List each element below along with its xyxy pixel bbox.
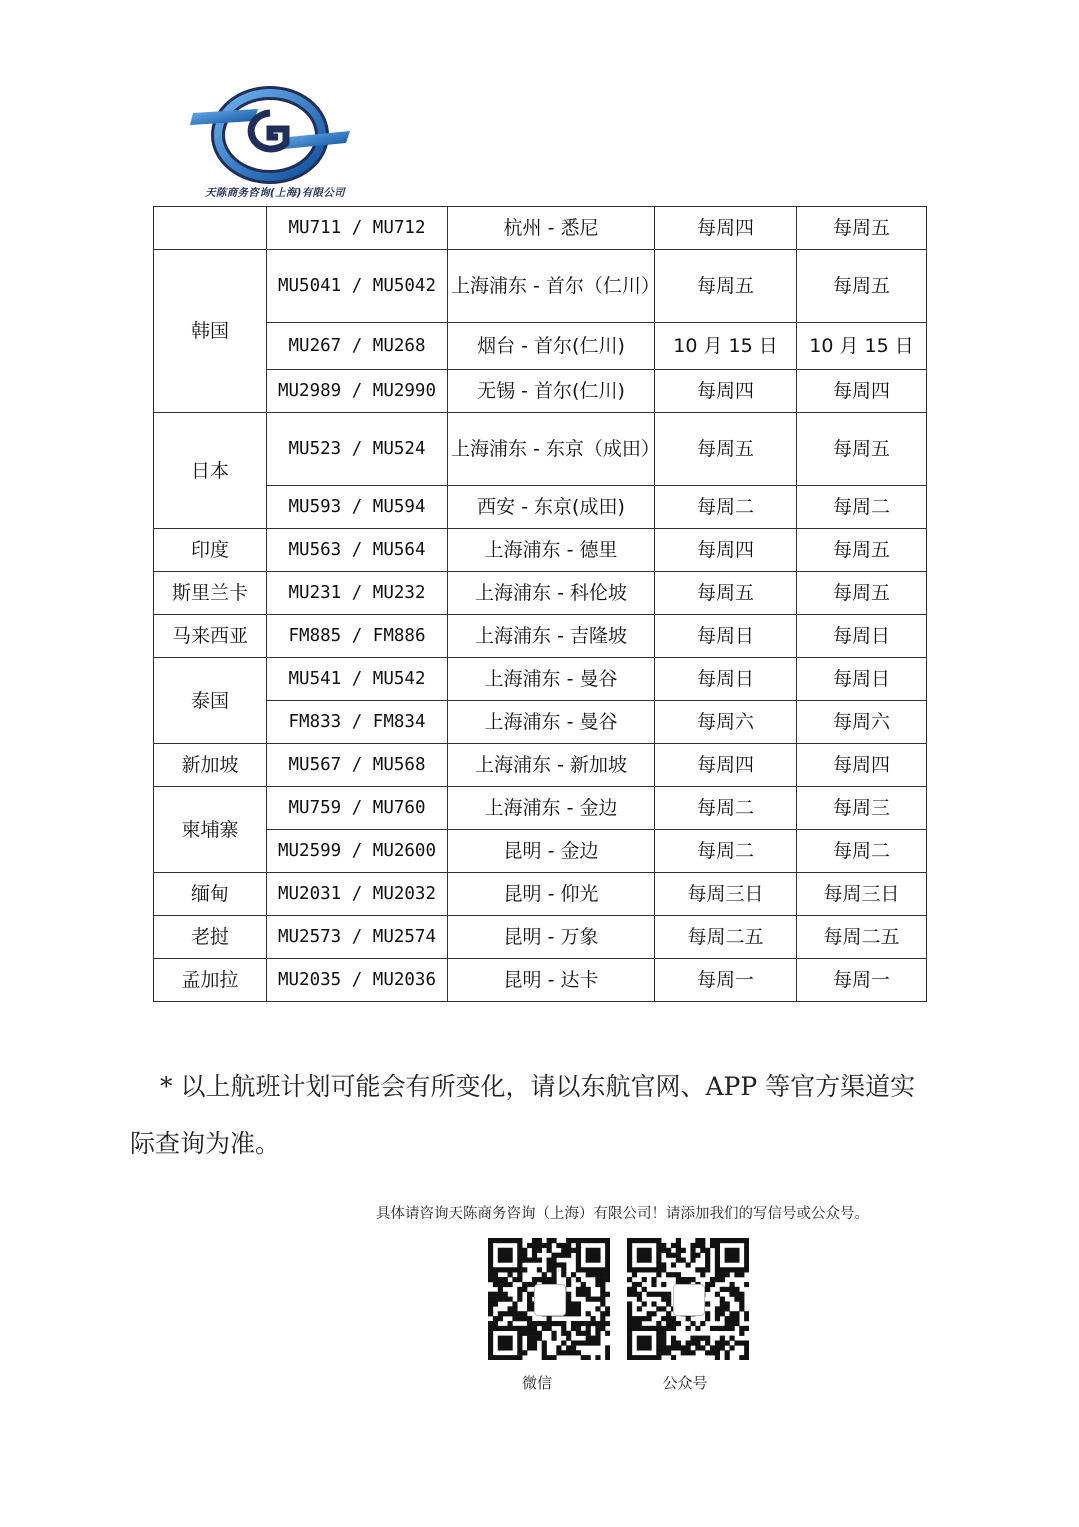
schedule-row <box>154 873 927 916</box>
company-logo-text: 天陈商务咨询(上海)有限公司 <box>205 187 345 199</box>
flight-number-cell: MU5041 / MU5042 <box>267 250 448 323</box>
route-cell: 上海浦东 - 金边 <box>448 787 655 830</box>
wechat-qr-code[interactable] <box>488 1238 610 1360</box>
country-cell: 孟加拉 <box>154 959 267 1002</box>
flight-number-cell: FM885 / FM886 <box>267 615 448 658</box>
flight-number-cell: MU567 / MU568 <box>267 744 448 787</box>
schedule-row <box>154 572 927 615</box>
route-cell: 西安 - 东京(成田) <box>448 486 655 529</box>
return-day-cell: 每周二 <box>797 830 927 873</box>
outbound-day-cell: 每周六 <box>655 701 797 744</box>
schedule-row <box>154 529 927 572</box>
route-cell: 昆明 - 万象 <box>448 916 655 959</box>
contact-line: 具体请咨询天陈商务咨询（上海）有限公司！请添加我们的写信号或公众号。 <box>376 1206 869 1222</box>
route-cell: 上海浦东 - 曼谷 <box>448 701 655 744</box>
route-cell: 昆明 - 达卡 <box>448 959 655 1002</box>
return-day-cell: 每周五 <box>797 413 927 486</box>
outbound-day-cell: 每周三日 <box>655 873 797 916</box>
flight-number-cell: MU541 / MU542 <box>267 658 448 701</box>
flight-number-cell: MU523 / MU524 <box>267 413 448 486</box>
country-cell: 斯里兰卡 <box>154 572 267 615</box>
flight-number-cell: MU711 / MU712 <box>267 207 448 250</box>
schedule-row <box>154 250 927 323</box>
qr-center-avatar-icon <box>673 1284 705 1316</box>
route-cell: 杭州 - 悉尼 <box>448 207 655 250</box>
return-day-cell: 每周五 <box>797 572 927 615</box>
country-cell: 泰国 <box>154 658 267 744</box>
schedule-row <box>154 830 927 873</box>
return-day-cell: 每周四 <box>797 744 927 787</box>
schedule-row <box>154 207 927 250</box>
flight-number-cell: MU2031 / MU2032 <box>267 873 448 916</box>
outbound-day-cell: 每周二五 <box>655 916 797 959</box>
flight-number-cell: MU267 / MU268 <box>267 323 448 370</box>
schedule-row <box>154 615 927 658</box>
schedule-row <box>154 744 927 787</box>
flight-number-cell: MU2989 / MU2990 <box>267 370 448 413</box>
route-cell: 上海浦东 - 科伦坡 <box>448 572 655 615</box>
country-cell: 韩国 <box>154 250 267 413</box>
return-day-cell: 每周五 <box>797 250 927 323</box>
return-day-cell: 每周一 <box>797 959 927 1002</box>
flight-number-cell: MU563 / MU564 <box>267 529 448 572</box>
return-day-cell: 每周日 <box>797 615 927 658</box>
outbound-day-cell: 每周四 <box>655 207 797 250</box>
flight-number-cell: MU231 / MU232 <box>267 572 448 615</box>
route-cell: 上海浦东 - 吉隆坡 <box>448 615 655 658</box>
route-cell: 上海浦东 - 首尔（仁川） <box>448 250 655 323</box>
route-cell: 上海浦东 - 曼谷 <box>448 658 655 701</box>
country-cell: 缅甸 <box>154 873 267 916</box>
outbound-day-cell: 每周五 <box>655 413 797 486</box>
outbound-day-cell: 每周四 <box>655 370 797 413</box>
return-day-cell: 10 月 15 日 <box>797 323 927 370</box>
route-cell: 昆明 - 金边 <box>448 830 655 873</box>
country-cell: 柬埔寨 <box>154 787 267 873</box>
schedule-row <box>154 413 927 486</box>
route-cell: 上海浦东 - 德里 <box>448 529 655 572</box>
schedule-row <box>154 787 927 830</box>
flight-number-cell: FM833 / FM834 <box>267 701 448 744</box>
flight-number-cell: MU593 / MU594 <box>267 486 448 529</box>
qr-center-avatar-icon <box>534 1284 566 1316</box>
wechat-qr-caption: 微信 <box>521 1374 552 1392</box>
schedule-row <box>154 486 927 529</box>
flight-schedule-body <box>154 207 927 1002</box>
schedule-row <box>154 701 927 744</box>
outbound-day-cell: 10 月 15 日 <box>655 323 797 370</box>
outbound-day-cell: 每周二 <box>655 787 797 830</box>
public-account-qr-code[interactable] <box>627 1238 749 1360</box>
country-cell: 日本 <box>154 413 267 529</box>
flight-number-cell: MU2035 / MU2036 <box>267 959 448 1002</box>
route-cell: 无锡 - 首尔(仁川) <box>448 370 655 413</box>
route-cell: 上海浦东 - 东京（成田） <box>448 413 655 486</box>
country-cell <box>154 207 267 250</box>
country-cell: 印度 <box>154 529 267 572</box>
route-cell: 昆明 - 仰光 <box>448 873 655 916</box>
schedule-change-note: * 以上航班计划可能会有所变化，请以东航官网、APP 等官方渠道实际查询为准。 <box>130 1072 916 1158</box>
outbound-day-cell: 每周四 <box>655 744 797 787</box>
outbound-day-cell: 每周日 <box>655 615 797 658</box>
country-cell: 老挝 <box>154 916 267 959</box>
return-day-cell: 每周三 <box>797 787 927 830</box>
flight-schedule-table <box>153 206 927 1002</box>
schedule-row <box>154 323 927 370</box>
flight-number-cell: MU2599 / MU2600 <box>267 830 448 873</box>
company-logo <box>180 85 370 200</box>
schedule-row <box>154 959 927 1002</box>
schedule-row <box>154 658 927 701</box>
outbound-day-cell: 每周五 <box>655 250 797 323</box>
return-day-cell: 每周日 <box>797 658 927 701</box>
flight-number-cell: MU759 / MU760 <box>267 787 448 830</box>
return-day-cell: 每周二五 <box>797 916 927 959</box>
return-day-cell: 每周三日 <box>797 873 927 916</box>
outbound-day-cell: 每周一 <box>655 959 797 1002</box>
return-day-cell: 每周二 <box>797 486 927 529</box>
flight-number-cell: MU2573 / MU2574 <box>267 916 448 959</box>
return-day-cell: 每周四 <box>797 370 927 413</box>
return-day-cell: 每周五 <box>797 529 927 572</box>
outbound-day-cell: 每周二 <box>655 486 797 529</box>
route-cell: 烟台 - 首尔(仁川) <box>448 323 655 370</box>
return-day-cell: 每周六 <box>797 701 927 744</box>
schedule-row <box>154 916 927 959</box>
public-account-qr-caption: 公众号 <box>662 1374 708 1392</box>
outbound-day-cell: 每周四 <box>655 529 797 572</box>
outbound-day-cell: 每周二 <box>655 830 797 873</box>
country-cell: 新加坡 <box>154 744 267 787</box>
return-day-cell: 每周五 <box>797 207 927 250</box>
outbound-day-cell: 每周五 <box>655 572 797 615</box>
country-cell: 马来西亚 <box>154 615 267 658</box>
schedule-row <box>154 370 927 413</box>
route-cell: 上海浦东 - 新加坡 <box>448 744 655 787</box>
outbound-day-cell: 每周日 <box>655 658 797 701</box>
company-logo-icon <box>188 85 353 185</box>
